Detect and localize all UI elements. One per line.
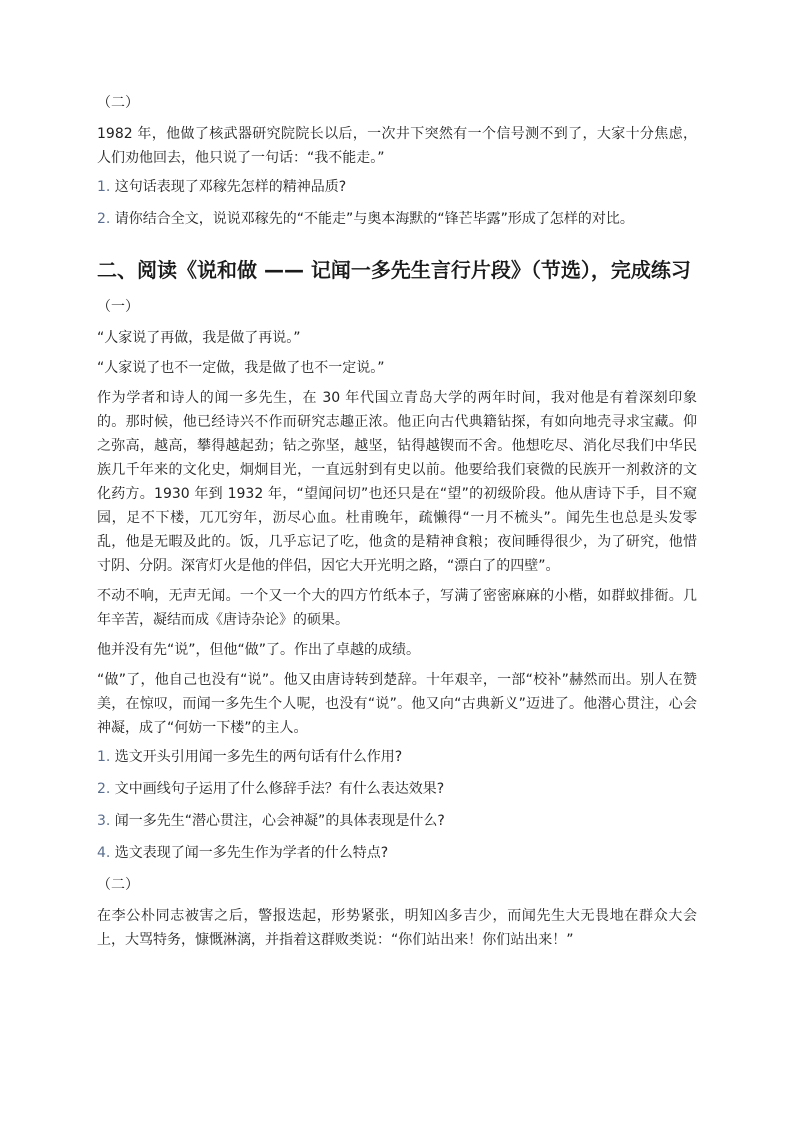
paragraph: “人家说了再做，我是做了再说。” (97, 330, 301, 346)
question-number: 4. (97, 845, 111, 861)
paragraph: “做”了，他自己也没有“说”。他又由唐诗转到楚辞。十年艰辛，一部“校补”赫然而出。别人在赞美，在惊叹，而闻一多先生个人呢，也没有“说”。他又向“古典新义”迈进了。他潜心贯注，心会神凝，成了“何妨一下楼”的主人。 (97, 672, 697, 736)
question-number: 2. (97, 211, 111, 227)
question-item (97, 842, 697, 864)
question-number: 2. (97, 781, 111, 797)
paragraph: 他并没有先“说”，但他“做”了。作出了卓越的成绩。 (97, 642, 421, 658)
question-item (97, 746, 697, 768)
question-text: 选文开头引用闻一多先生的两句话有什么作用? (110, 749, 403, 765)
question-text: 文中画线句子运用了什么修辞手法？有什么表达效果? (110, 781, 445, 797)
paragraph: 作为学者和诗人的闻一多先生，在 30 年代国立青岛大学的两年时间，我对他是有着深刻印象的。那时候，他已经诗兴不作而研究志趣正浓。他正向古代典籍钻探，有如向地壳寻求宝藏。仰之弥高，越高，攀得越起劲；钻之弥坚，越坚，钻得越锲而不舍。他想吃尽、消化尽我们中华民族几千年来的文化史，炯炯目光，一直远射到有史以前。他要给我们衰微的民族开一剂救济的文化药方。1930 年到 1932 年，“望闻问切”也还只是在“望”的初级阶段。他从唐诗下手，目不窥园，足不下楼，兀兀穷年，沥尽心血。杜甫晚年，疏懒得“一月不梳头”。闻先生也总是头发零乱，他是无暇及此的。饭，几乎忘记了吃，他贪的是精神食粮；夜间睡得很少，为了研究，他惜寸阴、分阴。深宵灯火是他的伴侣，因它大开光明之路，“漂白了的四壁”。 (97, 390, 697, 574)
paragraph: 不动不响，无声无闻。一个又一个大的四方竹纸本子，写满了密密麻麻的小楷，如群蚁排衙。几年辛苦，凝结而成《唐诗杂论》的硕果。 (97, 588, 697, 628)
question-text: 这句话表现了邓稼先怎样的精神品质? (110, 179, 347, 195)
paragraph: 1982 年，他做了核武器研究院院长以后，一次井下突然有一个信号测不到了，大家十分焦虑，人们劝他回去，他只说了一句话：“我不能走。” (97, 126, 697, 166)
question-item (97, 810, 697, 832)
document-page (97, 92, 697, 958)
question-item (97, 778, 697, 800)
subsection-title-one: （一） (97, 299, 139, 315)
question-item (97, 208, 697, 230)
question-number: 1. (97, 179, 111, 195)
question-text: 请你结合全文，说说邓稼先的“不能走”与奥本海默的“锋芒毕露”形成了怎样的对比。 (110, 211, 634, 227)
subsection-title-two: （二） (97, 877, 139, 893)
section-heading: 二、阅读《说和做 —— 记闻一多先生言行片段》（节选），完成练习 (97, 258, 691, 282)
question-item (97, 176, 697, 198)
question-number: 3. (97, 813, 111, 829)
question-text: 闻一多先生“潜心贯注，心会神凝”的具体表现是什么? (110, 813, 445, 829)
paragraph: 在李公朴同志被害之后，警报迭起，形势紧张，明知凶多吉少，而闻先生大无畏地在群众大会上，大骂特务，慷慨淋漓，并指着这群败类说：“你们站出来！你们站出来！” (97, 908, 697, 948)
paragraph: “人家说了也不一定做，我是做了也不一定说。” (97, 360, 385, 376)
question-number: 1. (97, 749, 111, 765)
question-text: 选文表现了闻一多先生作为学者的什么特点? (110, 845, 389, 861)
subsection-title-part1: （二） (97, 95, 139, 111)
